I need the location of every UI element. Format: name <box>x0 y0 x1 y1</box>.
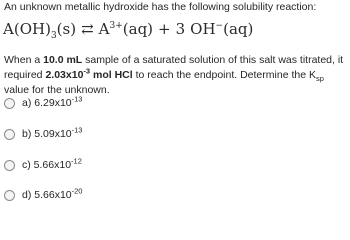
choice-b[interactable] <box>4 126 82 142</box>
choice-d-exponent: -20 <box>71 186 83 196</box>
radio-button-icon[interactable] <box>4 98 15 109</box>
anion-coefficient: 3 <box>175 20 186 38</box>
hcl-amount <box>45 66 133 81</box>
problem-text-1: When a <box>4 54 44 66</box>
choice-a[interactable] <box>4 95 82 111</box>
cation-base: A <box>98 20 110 38</box>
radio-button-icon[interactable] <box>4 160 15 171</box>
reactant-subscript: 3 <box>50 31 57 41</box>
choice-d-base: 5.66x10 <box>34 189 72 201</box>
reaction-equation <box>3 20 254 41</box>
choice-c[interactable] <box>4 157 82 173</box>
radio-button-icon[interactable] <box>4 129 15 140</box>
hcl-amount-exponent: -3 <box>83 66 91 76</box>
question-intro: An unknown metallic hydroxide has the following solubility reaction: <box>4 1 317 13</box>
anion-base: OH <box>190 20 216 38</box>
choice-a-base: 6.29x10 <box>34 97 72 109</box>
cation-charge: 3+ <box>109 21 123 31</box>
choice-a-letter: a) <box>22 97 32 109</box>
reactant-base: A <box>3 20 14 38</box>
choice-a-label <box>22 96 82 110</box>
choice-c-label <box>22 158 82 172</box>
choice-b-label <box>22 127 82 141</box>
problem-text-2: sample of a saturated solution of this salt was titrated, it required <box>4 54 344 81</box>
choice-d-label <box>22 188 82 202</box>
choice-b-letter: b) <box>22 128 32 140</box>
sample-volume: 10.0 mL <box>43 54 83 66</box>
reactant-group: (OH) <box>13 20 51 38</box>
reactant-state: (s) <box>56 20 77 38</box>
anion-charge: − <box>215 21 224 31</box>
problem-statement <box>4 53 348 98</box>
hcl-amount-base: 2.03x10 <box>45 69 84 81</box>
hcl-amount-unit: mol HCl <box>90 69 133 81</box>
choice-c-exponent: -12 <box>71 156 82 166</box>
choice-b-exponent: -13 <box>71 125 83 135</box>
choice-d-letter: d) <box>22 189 32 201</box>
ksp-subscript: sp <box>315 74 324 84</box>
cation-state: (aq) <box>122 20 154 38</box>
choice-c-letter: c) <box>22 159 31 171</box>
choice-a-exponent: -13 <box>71 94 83 104</box>
equilibrium-arrow-icon: ⇄ <box>81 20 94 38</box>
problem-text-4: value for the unknown. <box>4 84 110 96</box>
choice-b-base: 5.09x10 <box>34 128 72 140</box>
plus-sign: + <box>158 20 171 38</box>
choice-c-base: 5.66x10 <box>33 159 72 171</box>
radio-button-icon[interactable] <box>4 190 15 201</box>
choice-d[interactable] <box>4 187 82 203</box>
anion-state: (aq) <box>223 20 254 38</box>
problem-text-3: to reach the endpoint. Determine the K <box>132 69 316 81</box>
